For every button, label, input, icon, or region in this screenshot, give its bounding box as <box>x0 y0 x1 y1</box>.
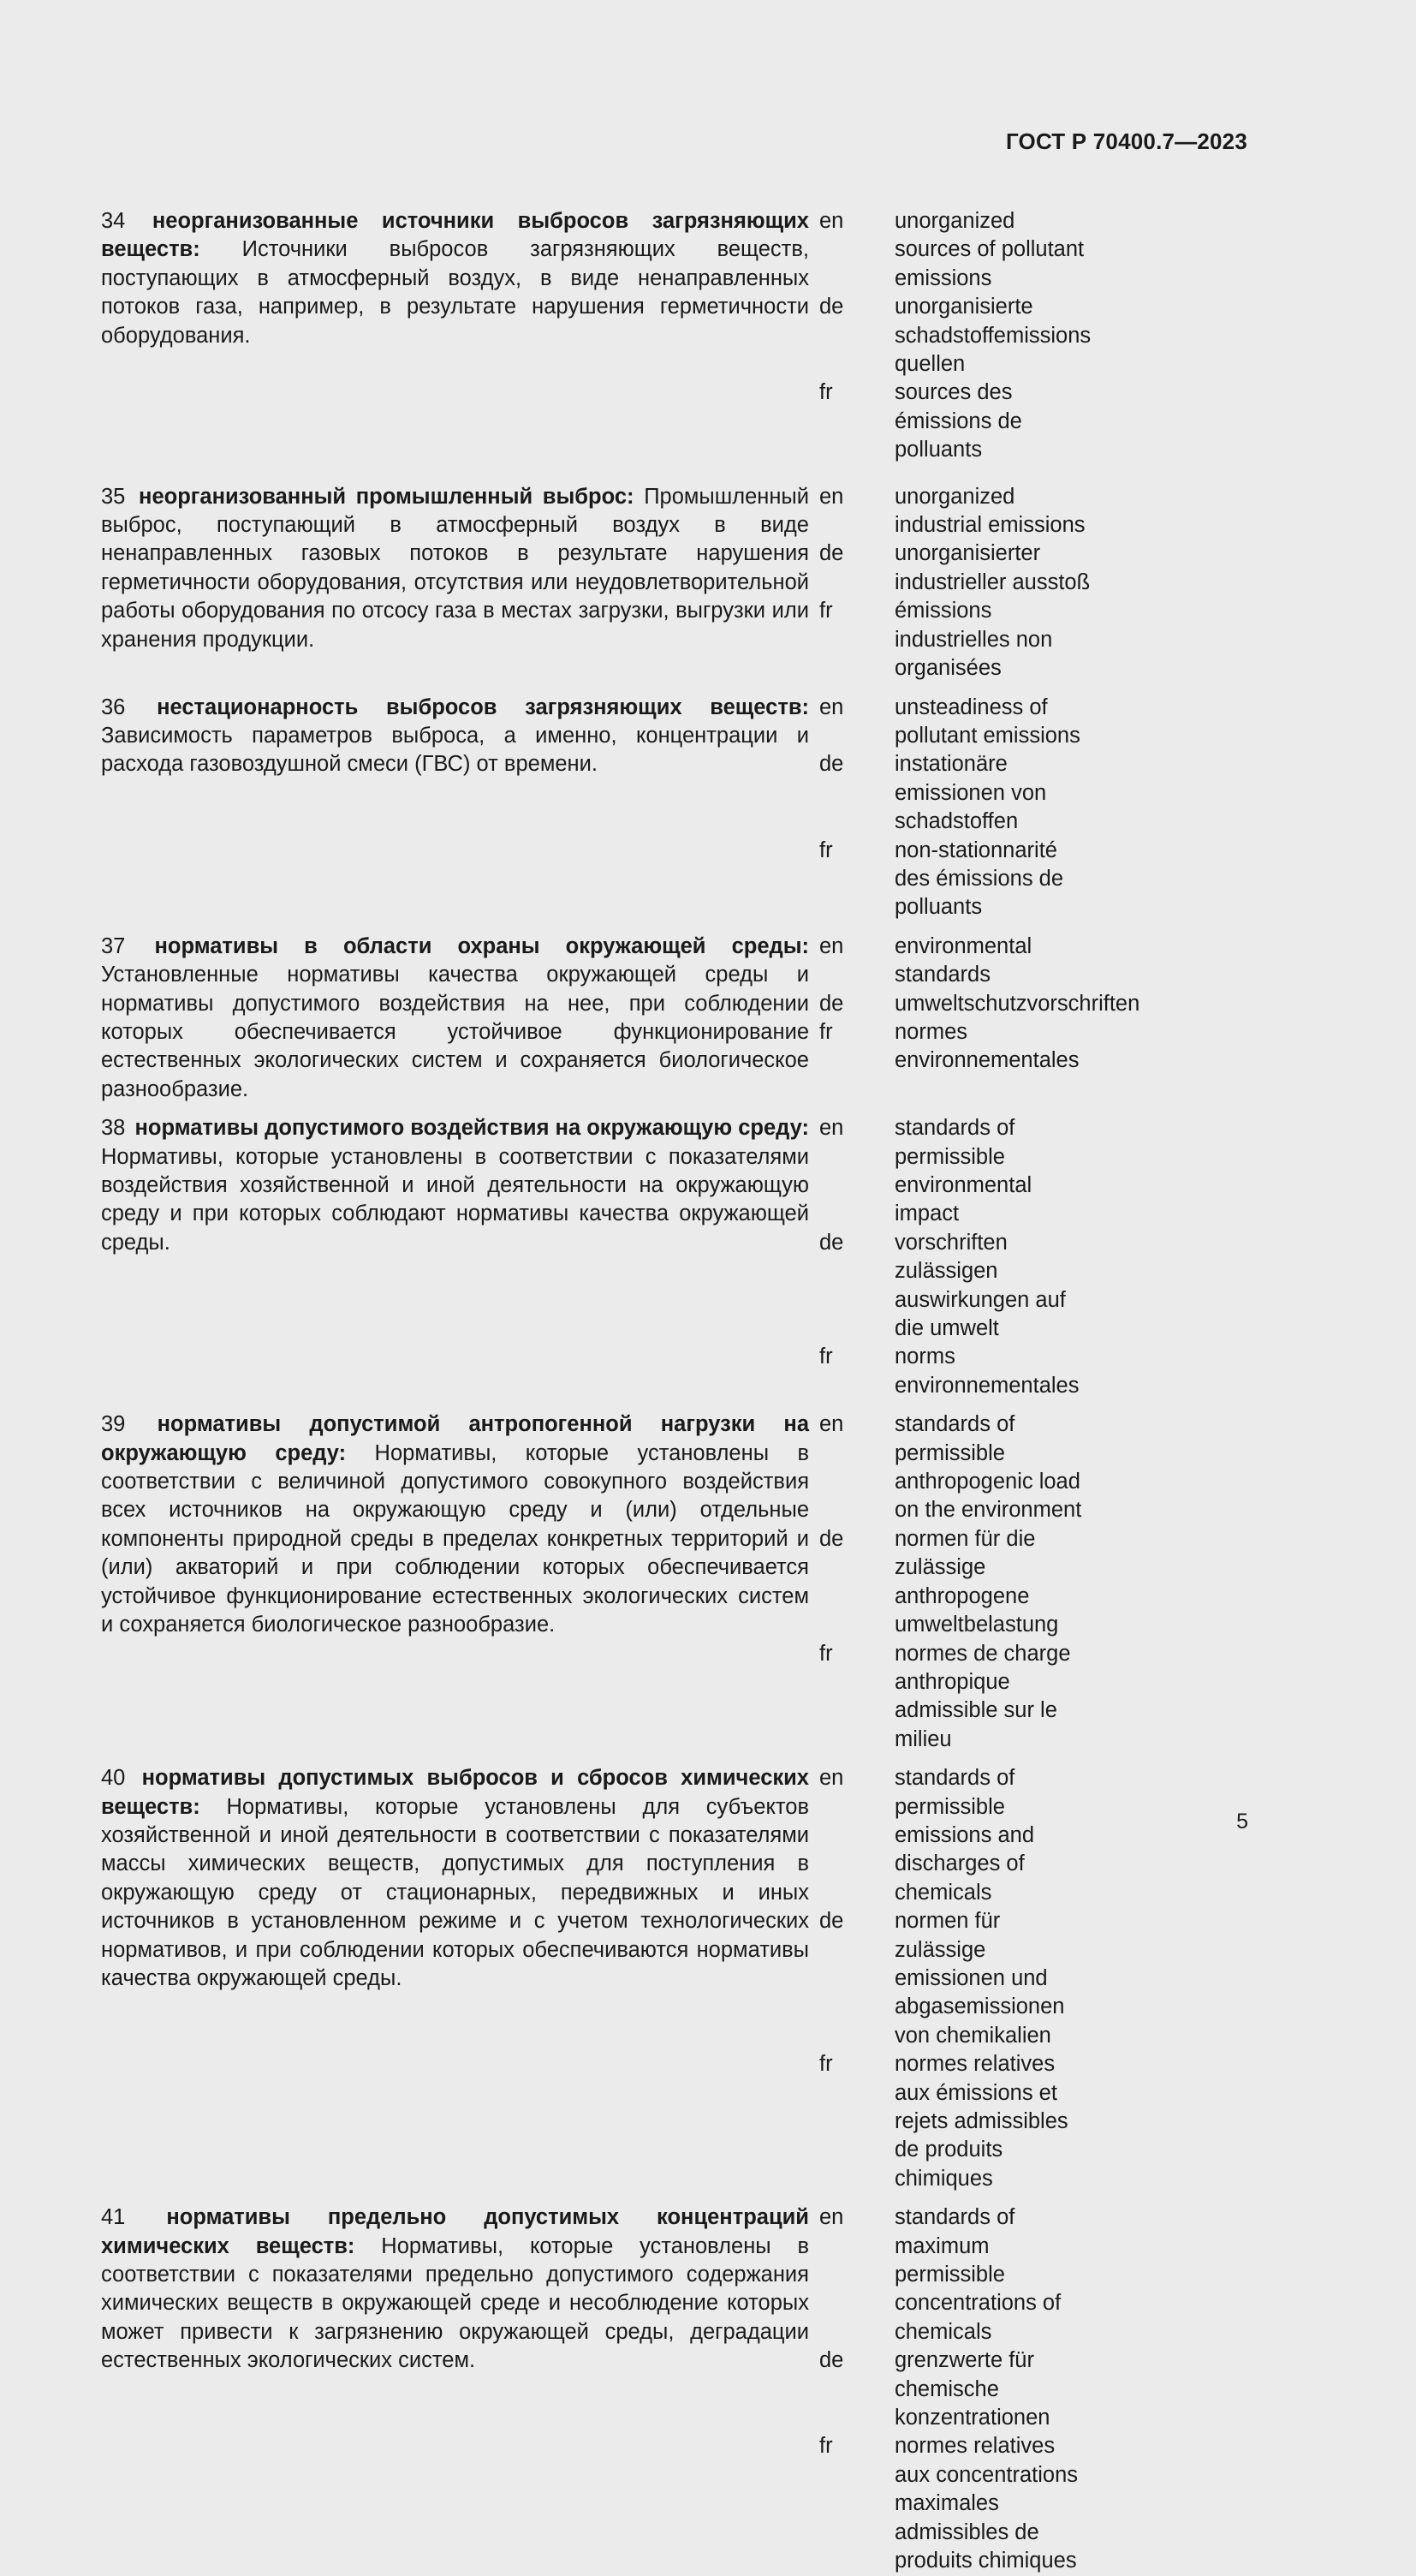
translation-de <box>809 540 1094 597</box>
lang-term: unorganized industrial emissions <box>895 484 1086 538</box>
term-name: нормативы допустимого воздействия на окружающую среду: <box>134 1116 809 1141</box>
term-text <box>101 933 809 1104</box>
lang-term: standards of maximum permissible concentrations of chemicals <box>895 2205 1062 2344</box>
term-definition: Нормативы, которые установлены для субъектов хозяйственной и иной деятельности в соответствии с показателями массы химических веществ, допустимых для поступления в окружающую среду от стационарных, передвижных и иных источников в установленном режиме и с учетом технологических нормативов, и при соблюдении которых обеспечиваются нормативы качества окружающей среды. <box>101 1794 810 1990</box>
translation-fr <box>809 837 1094 922</box>
term-name: нормативы допустимых выбросов и сбросов химических веществ: <box>101 1766 809 1819</box>
lang-code: en <box>819 695 844 719</box>
lang-code: fr <box>819 599 833 623</box>
term-entry-34 <box>101 207 1248 465</box>
term-number: 34 <box>101 209 126 233</box>
term-entry-38 <box>101 1114 1248 1400</box>
lang-code: de <box>819 2348 844 2373</box>
translation-de <box>809 1525 1094 1640</box>
term-definition: Зависимость параметров выброса, а именно, концентрации и расхода газовоздушной смеси (ГВС) от времени. <box>101 723 809 777</box>
term-number: 38 <box>101 1116 126 1141</box>
translation-de <box>809 750 1094 836</box>
lang-code: en <box>819 1412 844 1437</box>
term-definition: Источники выбросов загрязняющих веществ, поступающих в атмосферный воздух, в виде ненаправленных потоков газа, например, в результате нарушения герметичности оборудования. <box>101 237 809 348</box>
lang-code: en <box>819 209 844 233</box>
term-definition: Нормативы, которые установлены в соответствии с показателями воздействия хозяйственной и иной деятельности на окружающую среду и при которых соблюдают нормативы качества окружающей среды. <box>101 1144 809 1255</box>
lang-code: fr <box>819 1019 833 1044</box>
term-entry-39 <box>101 1410 1248 1754</box>
term-entry-41 <box>101 2203 1248 2575</box>
term-name: неорганизованный промышленный выброс: <box>139 484 634 509</box>
term-definition: Нормативы, которые установлены в соответствии с величиной допустимого совокупного воздействия всех источников на окружающую среду и (или) отдельные компоненты природной среды в пределах конкретных территорий и (или) акваторий и при соблюдении которых обеспечивается устойчивое функционирование естественных экологических систем и сохраняется биологическое разнообразие. <box>101 1440 810 1637</box>
term-name: неорганизованные источники выбросов загрязняющих веществ: <box>101 209 809 262</box>
translations <box>809 694 1094 922</box>
lang-code: de <box>819 752 844 777</box>
translations <box>809 1114 1094 1400</box>
term-text <box>101 207 809 350</box>
lang-term: normes environnementales <box>895 1019 1080 1073</box>
translation-fr <box>809 597 1094 683</box>
term-name: нормативы в области охраны окружающей среды: <box>154 933 809 958</box>
lang-term: norms environnementales <box>895 1345 1080 1398</box>
translation-en <box>809 1764 1094 1907</box>
term-entry-35 <box>101 483 1248 683</box>
lang-term: normes relatives aux émissions et rejets admissibles de produits chimiques <box>895 2052 1068 2191</box>
translations <box>809 483 1094 683</box>
lang-code: fr <box>819 2434 833 2459</box>
lang-code: en <box>819 1116 844 1141</box>
translation-fr <box>809 1640 1094 1755</box>
term-number: 37 <box>101 933 126 958</box>
lang-code: de <box>819 541 844 566</box>
translation-fr <box>809 1343 1094 1400</box>
translations <box>809 2203 1094 2575</box>
lang-code: de <box>819 991 844 1016</box>
term-definition: Промышленный выброс, поступающий в атмосферный воздух в виде ненаправленных газовых потоков в результате нарушения герметичности оборудования, отсутствия или неудовлетворительной работы оборудования по отсосу газа в местах загрузки, выгрузки или хранения продукции. <box>101 484 809 652</box>
term-number: 35 <box>101 484 126 509</box>
lang-code: de <box>819 1526 844 1551</box>
term-number: 36 <box>101 695 126 719</box>
translation-en <box>809 207 1094 293</box>
translation-de <box>809 1229 1094 1344</box>
translations <box>809 1410 1094 1754</box>
lang-term: unsteadiness of pollutant emissions <box>895 695 1080 748</box>
translation-fr <box>809 379 1094 464</box>
lang-term: unorganized sources of pollutant emissions <box>895 209 1085 290</box>
lang-code: de <box>819 295 844 319</box>
translation-en <box>809 2203 1094 2346</box>
translation-en <box>809 483 1094 540</box>
lang-code: fr <box>819 2052 833 2077</box>
lang-term: vorschriften zulässigen auswirkungen auf die umwelt <box>895 1230 1066 1341</box>
lang-term: instationäre emissionen von schadstoffen <box>895 752 1047 834</box>
translations <box>809 933 1140 1076</box>
lang-term: umweltschutzvorschriften <box>895 991 1140 1016</box>
term-text <box>101 1764 809 1993</box>
lang-code: fr <box>819 838 833 862</box>
term-name: нестационарность выбросов загрязняющих веществ: <box>157 695 809 719</box>
lang-term: environmental standards <box>895 933 1032 987</box>
translation-en <box>809 1410 1094 1525</box>
term-number: 40 <box>101 1766 126 1791</box>
translation-de <box>809 293 1094 379</box>
lang-term: normes relatives aux concentrations maximales admissibles de produits chimiques <box>895 2434 1079 2573</box>
lang-term: standards of permissible emissions and discharges of chemicals <box>895 1766 1034 1905</box>
translation-en <box>809 933 1094 990</box>
translations <box>809 207 1094 465</box>
page-number: 5 <box>1236 1810 1248 1834</box>
translations <box>809 1764 1094 2193</box>
term-text <box>101 1114 809 1257</box>
lang-term: unorganisierte schadstoffemissions quellen <box>895 295 1092 377</box>
lang-term: unorganisierter industrieller ausstoß <box>895 541 1091 594</box>
lang-term: standards of permissible anthropogenic load on the environment <box>895 1412 1082 1523</box>
document-id: ГОСТ Р 70400.7—2023 <box>1005 128 1247 154</box>
term-name: нормативы предельно допустимых концентраций химических веществ: <box>101 2205 809 2258</box>
lang-term: émissions industrielles non organisées <box>895 599 1053 681</box>
terms-list <box>101 207 1248 2576</box>
lang-code: fr <box>819 1641 833 1666</box>
lang-code: fr <box>819 380 833 405</box>
lang-code: de <box>819 1230 844 1255</box>
translation-de <box>809 1907 1094 2050</box>
lang-term: normen für zulässige emissionen und abgasemissionen von chemikalien <box>895 1909 1065 2048</box>
translation-fr <box>809 2432 1094 2575</box>
lang-term: non-stationnarité des émissions de polluants <box>895 838 1064 920</box>
lang-code: en <box>819 484 844 509</box>
translation-en <box>809 694 1094 751</box>
translation-en <box>809 1114 1094 1229</box>
lang-code: en <box>819 933 844 958</box>
term-definition: Нормативы, которые установлены в соответствии с показателями предельно допустимого содержания химических веществ в окружающей среде и несоблюдение которых может привести к загрязнению окружающей среды, деградации естественных экологических систем. <box>101 2233 810 2373</box>
translation-de <box>809 990 1140 1018</box>
lang-code: en <box>819 1766 844 1791</box>
lang-term: standards of permissible environmental impact <box>895 1116 1032 1226</box>
lang-term: normes de charge anthropique admissible sur le milieu <box>895 1641 1071 1751</box>
term-text <box>101 2203 809 2375</box>
term-text <box>101 483 809 654</box>
lang-term: normen für die zulässige anthropogene umweltbelastung <box>895 1526 1059 1637</box>
lang-code: fr <box>819 1345 833 1369</box>
lang-term: grenzwerte für chemische konzentrationen <box>895 2348 1050 2430</box>
term-definition: Установленные нормативы качества окружающей среды и нормативы допустимого воздействия на нее, при соблюдении которых обеспечивается устойчивое функционирование естественных экологических систем и сохраняется биологическое разнообразие. <box>101 963 809 1101</box>
term-number: 39 <box>101 1412 126 1437</box>
translation-fr <box>809 2050 1094 2193</box>
term-text <box>101 1410 809 1639</box>
term-entry-36 <box>101 694 1248 922</box>
translation-de <box>809 2346 1094 2432</box>
lang-code: de <box>819 1909 844 1934</box>
lang-code: en <box>819 2205 844 2230</box>
term-entry-40 <box>101 1764 1248 2193</box>
translation-fr <box>809 1018 1094 1076</box>
term-entry-37 <box>101 933 1248 1104</box>
term-name: нормативы допустимой антропогенной нагрузки на окружающую среду: <box>101 1412 809 1465</box>
lang-term: sources des émissions de polluants <box>895 380 1022 462</box>
term-number: 41 <box>101 2205 126 2230</box>
term-text <box>101 694 809 779</box>
